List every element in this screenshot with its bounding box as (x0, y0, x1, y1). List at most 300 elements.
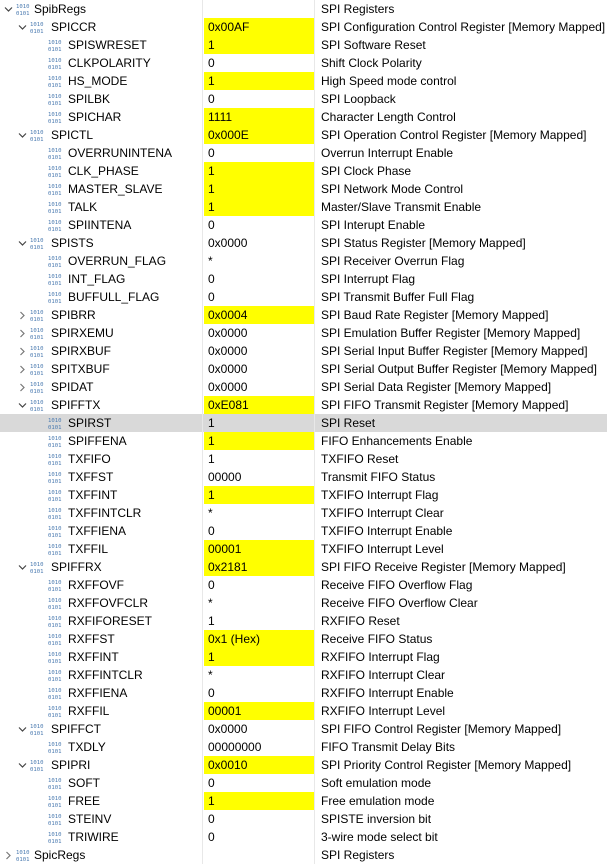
binary-register-icon (30, 344, 46, 358)
svg-text:0101: 0101 (48, 47, 62, 52)
svg-text:1010: 1010 (30, 562, 44, 568)
description-cell: Shift Clock Polarity (321, 56, 422, 70)
value-cell[interactable]: 1 (204, 648, 315, 666)
tree-row[interactable] (0, 414, 607, 432)
value-cell[interactable]: * (204, 594, 315, 612)
name-cell (0, 288, 203, 306)
svg-text:1010: 1010 (48, 598, 62, 604)
value-cell[interactable]: 0x0000 (204, 360, 315, 378)
value-cell[interactable]: 1 (204, 36, 315, 54)
binary-register-icon (48, 74, 64, 88)
binary-register-icon (48, 272, 64, 286)
svg-text:1010: 1010 (48, 274, 62, 280)
svg-text:1010: 1010 (48, 508, 62, 514)
svg-text:1010: 1010 (48, 418, 62, 424)
description-cell: SPI Status Register [Memory Mapped] (321, 236, 526, 250)
name-cell (0, 792, 203, 810)
description-cell: SPI Transmit Buffer Full Flag (321, 290, 475, 304)
chevron-down-icon[interactable] (18, 23, 27, 32)
value-cell[interactable]: 0x0000 (204, 378, 315, 396)
tree-row[interactable] (0, 594, 607, 612)
tree-row[interactable] (0, 702, 607, 720)
value-cell[interactable]: 0x0000 (204, 720, 315, 738)
description-cell: SPI FIFO Receive Register [Memory Mapped] (321, 560, 566, 574)
description-cell: SPI Operation Control Register [Memory Mapped] (321, 128, 587, 142)
description-cell: SPI Interupt Enable (321, 218, 426, 232)
svg-text:1010: 1010 (48, 94, 62, 100)
register-name: SPITXBUF (51, 362, 110, 376)
svg-text:1010: 1010 (48, 184, 62, 190)
binary-register-icon (30, 560, 46, 574)
value-cell[interactable]: 0 (204, 522, 315, 540)
description-cell: RXFIFO Interrupt Flag (321, 650, 440, 664)
svg-text:0101: 0101 (48, 533, 62, 538)
binary-register-icon (48, 650, 64, 664)
name-cell (0, 270, 203, 288)
register-name: CLK_PHASE (68, 164, 139, 178)
svg-text:1010: 1010 (48, 742, 62, 748)
tree-row[interactable] (0, 558, 607, 576)
name-cell (0, 756, 203, 774)
value-cell[interactable] (204, 0, 315, 18)
name-cell (0, 486, 203, 504)
value-cell[interactable]: 1 (204, 432, 315, 450)
tree-row[interactable] (0, 540, 607, 558)
binary-register-icon (30, 398, 46, 412)
svg-text:1010: 1010 (48, 796, 62, 802)
binary-register-icon (48, 632, 64, 646)
tree-row[interactable] (0, 378, 607, 396)
tree-row[interactable] (0, 324, 607, 342)
svg-text:0101: 0101 (48, 281, 62, 286)
register-name: RXFFOVFCLR (68, 596, 149, 610)
register-name: SPIFFRX (51, 560, 102, 574)
register-name: TXFFIL (68, 542, 109, 556)
svg-text:1010: 1010 (48, 454, 62, 460)
value-cell[interactable]: 1 (204, 792, 315, 810)
svg-text:0101: 0101 (30, 407, 44, 412)
register-name: FREE (68, 794, 101, 808)
binary-register-icon (48, 452, 64, 466)
value-cell[interactable]: 00001 (204, 702, 315, 720)
binary-register-icon (30, 326, 46, 340)
tree-row[interactable] (0, 756, 607, 774)
svg-text:1010: 1010 (30, 238, 44, 244)
value-cell[interactable]: 0x0004 (204, 306, 315, 324)
binary-register-icon (48, 578, 64, 592)
register-name: SPIPRI (51, 758, 91, 772)
svg-text:0101: 0101 (48, 497, 62, 502)
register-name: TXFFINT (68, 488, 118, 502)
value-cell[interactable]: 1 (204, 486, 315, 504)
binary-register-icon (16, 848, 32, 862)
svg-text:0101: 0101 (48, 191, 62, 196)
tree-row[interactable] (0, 486, 607, 504)
svg-text:1010: 1010 (48, 832, 62, 838)
register-name: MASTER_SLAVE (68, 182, 163, 196)
description-cell: TXFIFO Reset (321, 452, 399, 466)
chevron-down-icon[interactable] (4, 5, 13, 14)
value-cell[interactable]: 1 (204, 198, 315, 216)
register-name: SPISWRESET (68, 38, 147, 52)
svg-text:0101: 0101 (30, 353, 44, 358)
tree-row[interactable] (0, 720, 607, 738)
register-name: RXFFINT (68, 650, 119, 664)
register-name: SpibRegs (34, 2, 87, 16)
svg-text:1010: 1010 (48, 256, 62, 262)
value-cell[interactable]: 1 (204, 162, 315, 180)
register-name: HS_MODE (68, 74, 128, 88)
register-name: SOFT (68, 776, 100, 790)
svg-text:1010: 1010 (48, 616, 62, 622)
chevron-right-icon[interactable] (4, 851, 13, 860)
register-name: SPIFFCT (51, 722, 101, 736)
svg-text:0101: 0101 (48, 299, 62, 304)
binary-register-icon (30, 380, 46, 394)
svg-text:0101: 0101 (48, 173, 62, 178)
svg-text:1010: 1010 (48, 148, 62, 154)
description-cell: RXFIFO Reset (321, 614, 400, 628)
binary-register-icon (48, 686, 64, 700)
tree-row[interactable] (0, 684, 607, 702)
value-cell[interactable]: 0x2181 (204, 558, 315, 576)
value-cell[interactable]: 0 (204, 216, 315, 234)
value-cell[interactable]: 0x0000 (204, 324, 315, 342)
name-cell (0, 108, 203, 126)
register-name: TRIWIRE (68, 830, 119, 844)
name-cell (0, 648, 203, 666)
chevron-right-icon[interactable] (18, 329, 27, 338)
tree-row[interactable] (0, 630, 607, 648)
tree-row[interactable] (0, 126, 607, 144)
svg-text:0101: 0101 (16, 857, 30, 862)
chevron-right-icon[interactable] (18, 347, 27, 356)
svg-text:0101: 0101 (30, 335, 44, 340)
tree-row[interactable] (0, 216, 607, 234)
binary-register-icon (48, 704, 64, 718)
value-cell[interactable]: 1 (204, 450, 315, 468)
register-name: SPISTS (51, 236, 94, 250)
chevron-down-icon[interactable] (18, 761, 27, 770)
tree-row[interactable] (0, 180, 607, 198)
description-cell: SPI Network Mode Control (321, 182, 464, 196)
value-cell[interactable] (204, 846, 315, 864)
name-cell (0, 666, 203, 684)
name-cell (0, 378, 203, 396)
svg-text:1010: 1010 (48, 490, 62, 496)
binary-register-icon (48, 110, 64, 124)
svg-text:0101: 0101 (30, 29, 44, 34)
svg-text:0101: 0101 (30, 371, 44, 376)
name-cell (0, 468, 203, 486)
tree-row[interactable] (0, 360, 607, 378)
register-name: SPIRXBUF (51, 344, 112, 358)
tree-row[interactable] (0, 774, 607, 792)
svg-text:1010: 1010 (16, 4, 30, 10)
svg-text:0101: 0101 (30, 569, 44, 574)
svg-text:1010: 1010 (48, 202, 62, 208)
value-cell[interactable]: 0 (204, 270, 315, 288)
description-cell: SPI Serial Data Register [Memory Mapped] (321, 380, 552, 394)
description-cell: SPI Registers (321, 848, 395, 862)
tree-row[interactable] (0, 432, 607, 450)
svg-text:1010: 1010 (30, 364, 44, 370)
description-cell: SPI Reset (321, 416, 376, 430)
svg-text:1010: 1010 (30, 382, 44, 388)
value-cell[interactable]: 0x0000 (204, 342, 315, 360)
register-name: OVERRUNINTENA (68, 146, 173, 160)
register-name: CLKPOLARITY (68, 56, 151, 70)
value-cell[interactable]: 0 (204, 144, 315, 162)
tree-row[interactable] (0, 306, 607, 324)
tree-row[interactable] (0, 54, 607, 72)
tree-row[interactable] (0, 810, 607, 828)
chevron-right-icon[interactable] (18, 311, 27, 320)
description-cell: RXFIFO Interrupt Level (321, 704, 446, 718)
binary-register-icon (30, 722, 46, 736)
binary-register-icon (48, 830, 64, 844)
tree-row[interactable] (0, 252, 607, 270)
value-cell[interactable]: 0 (204, 288, 315, 306)
binary-register-icon (48, 794, 64, 808)
register-name: SPIRXEMU (51, 326, 114, 340)
name-cell (0, 126, 203, 144)
tree-row[interactable] (0, 270, 607, 288)
tree-row[interactable] (0, 846, 607, 864)
register-name: SPIFFTX (51, 398, 101, 412)
chevron-down-icon[interactable] (18, 131, 27, 140)
register-name: TXFFST (68, 470, 114, 484)
name-cell (0, 810, 203, 828)
svg-text:0101: 0101 (48, 479, 62, 484)
tree-row[interactable] (0, 162, 607, 180)
register-name: STEINV (68, 812, 112, 826)
name-cell (0, 216, 203, 234)
binary-register-icon (48, 200, 64, 214)
value-cell[interactable]: 00000000 (204, 738, 315, 756)
svg-text:0101: 0101 (48, 461, 62, 466)
tree-row[interactable] (0, 0, 607, 18)
binary-register-icon (48, 218, 64, 232)
binary-register-icon (16, 2, 32, 16)
register-name: SpicRegs (34, 848, 86, 862)
tree-row[interactable] (0, 36, 607, 54)
description-cell: FIFO Transmit Delay Bits (321, 740, 456, 754)
register-name: SPIFFENA (68, 434, 127, 448)
value-cell[interactable]: * (204, 666, 315, 684)
tree-row[interactable] (0, 72, 607, 90)
chevron-down-icon[interactable] (18, 239, 27, 248)
svg-text:0101: 0101 (30, 731, 44, 736)
register-name: SPIRST (68, 416, 112, 430)
binary-register-icon (48, 506, 64, 520)
name-cell (0, 54, 203, 72)
value-cell[interactable]: 0x000E (204, 126, 315, 144)
description-cell: RXFIFO Interrupt Clear (321, 668, 446, 682)
register-name: TALK (68, 200, 98, 214)
svg-text:1010: 1010 (48, 706, 62, 712)
value-cell[interactable]: 1 (204, 414, 315, 432)
svg-text:1010: 1010 (30, 22, 44, 28)
value-cell[interactable]: 0 (204, 684, 315, 702)
tree-row[interactable] (0, 144, 607, 162)
svg-text:0101: 0101 (48, 425, 62, 430)
description-cell: SPI FIFO Control Register [Memory Mapped] (321, 722, 562, 736)
tree-row[interactable] (0, 90, 607, 108)
binary-register-icon (48, 776, 64, 790)
tree-row[interactable] (0, 504, 607, 522)
binary-register-icon (30, 20, 46, 34)
svg-text:0101: 0101 (16, 11, 30, 16)
binary-register-icon (30, 236, 46, 250)
binary-register-icon (48, 542, 64, 556)
value-cell[interactable]: 1 (204, 72, 315, 90)
value-cell[interactable]: 0 (204, 774, 315, 792)
value-cell[interactable]: * (204, 504, 315, 522)
name-cell (0, 522, 203, 540)
svg-text:0101: 0101 (48, 119, 62, 124)
description-cell: SPI Priority Control Register [Memory Mapped] (321, 758, 572, 772)
svg-text:1010: 1010 (48, 778, 62, 784)
chevron-right-icon[interactable] (18, 365, 27, 374)
svg-text:0101: 0101 (48, 515, 62, 520)
svg-text:0101: 0101 (48, 839, 62, 844)
binary-register-icon (48, 740, 64, 754)
tree-row[interactable] (0, 234, 607, 252)
tree-row[interactable] (0, 342, 607, 360)
chevron-down-icon[interactable] (18, 563, 27, 572)
binary-register-icon (30, 308, 46, 322)
tree-row[interactable] (0, 648, 607, 666)
svg-text:1010: 1010 (48, 634, 62, 640)
name-cell (0, 432, 203, 450)
svg-text:1010: 1010 (48, 76, 62, 82)
tree-row[interactable] (0, 828, 607, 846)
name-cell (0, 846, 203, 864)
tree-row[interactable] (0, 666, 607, 684)
svg-text:1010: 1010 (48, 688, 62, 694)
name-cell (0, 234, 203, 252)
register-name: BUFFULL_FLAG (68, 290, 160, 304)
svg-text:0101: 0101 (48, 209, 62, 214)
value-cell[interactable]: 0 (204, 90, 315, 108)
tree-row[interactable] (0, 18, 607, 36)
svg-text:1010: 1010 (48, 472, 62, 478)
binary-register-icon (48, 470, 64, 484)
description-cell: TXFIFO Interrupt Enable (321, 524, 453, 538)
tree-row[interactable] (0, 198, 607, 216)
value-cell[interactable]: 0 (204, 828, 315, 846)
name-cell (0, 324, 203, 342)
svg-text:1010: 1010 (48, 166, 62, 172)
name-cell (0, 828, 203, 846)
register-name: SPIBRR (51, 308, 96, 322)
tree-row[interactable] (0, 450, 607, 468)
name-cell (0, 576, 203, 594)
register-name: TXFIFO (68, 452, 111, 466)
tree-row[interactable] (0, 288, 607, 306)
chevron-right-icon[interactable] (18, 383, 27, 392)
description-cell: Overrun Interrupt Enable (321, 146, 454, 160)
value-cell[interactable]: 1 (204, 612, 315, 630)
binary-register-icon (48, 38, 64, 52)
tree-row[interactable] (0, 738, 607, 756)
chevron-down-icon[interactable] (18, 725, 27, 734)
tree-row[interactable] (0, 792, 607, 810)
name-cell (0, 252, 203, 270)
description-cell: SPI Serial Input Buffer Register [Memory Mapped] (321, 344, 588, 358)
tree-row[interactable] (0, 468, 607, 486)
name-cell (0, 684, 203, 702)
svg-text:1010: 1010 (48, 40, 62, 46)
svg-text:0101: 0101 (48, 803, 62, 808)
value-cell[interactable]: 1 (204, 180, 315, 198)
svg-text:1010: 1010 (48, 652, 62, 658)
value-cell[interactable]: 1111 (204, 108, 315, 126)
description-cell: SPI Loopback (321, 92, 396, 106)
binary-register-icon (48, 596, 64, 610)
value-cell[interactable]: 0x0000 (204, 234, 315, 252)
register-name: TXFFIENA (68, 524, 127, 538)
name-cell (0, 450, 203, 468)
name-cell (0, 72, 203, 90)
description-cell: Receive FIFO Overflow Clear (321, 596, 478, 610)
svg-text:0101: 0101 (48, 659, 62, 664)
name-cell (0, 594, 203, 612)
binary-register-icon (48, 56, 64, 70)
svg-text:1010: 1010 (48, 580, 62, 586)
svg-text:0101: 0101 (48, 155, 62, 160)
name-cell (0, 36, 203, 54)
name-cell (0, 738, 203, 756)
binary-register-icon (48, 488, 64, 502)
register-name: INT_FLAG (68, 272, 126, 286)
value-cell[interactable]: 0xE081 (204, 396, 315, 414)
svg-text:0101: 0101 (48, 749, 62, 754)
svg-text:1010: 1010 (30, 400, 44, 406)
value-cell[interactable]: 0 (204, 810, 315, 828)
register-name: RXFFIENA (68, 686, 128, 700)
tree-row[interactable] (0, 576, 607, 594)
svg-text:0101: 0101 (48, 101, 62, 106)
binary-register-icon (48, 146, 64, 160)
value-cell[interactable]: 00001 (204, 540, 315, 558)
value-cell[interactable]: 0x0010 (204, 756, 315, 774)
svg-text:0101: 0101 (48, 65, 62, 70)
name-cell (0, 702, 203, 720)
description-cell: SPISTE inversion bit (321, 812, 432, 826)
svg-text:1010: 1010 (30, 760, 44, 766)
svg-text:0101: 0101 (48, 713, 62, 718)
tree-row[interactable] (0, 612, 607, 630)
value-cell[interactable]: 00000 (204, 468, 315, 486)
tree-row[interactable] (0, 396, 607, 414)
value-cell[interactable]: 0x00AF (204, 18, 315, 36)
chevron-down-icon[interactable] (18, 401, 27, 410)
tree-row[interactable] (0, 522, 607, 540)
name-cell (0, 180, 203, 198)
value-cell[interactable]: 0x1 (Hex) (204, 630, 315, 648)
value-cell[interactable]: 0 (204, 576, 315, 594)
binary-register-icon (48, 668, 64, 682)
name-cell (0, 360, 203, 378)
tree-row[interactable] (0, 108, 607, 126)
register-name: RXFFINTCLR (68, 668, 143, 682)
value-cell[interactable]: 0 (204, 54, 315, 72)
value-cell[interactable]: * (204, 252, 315, 270)
svg-text:1010: 1010 (30, 346, 44, 352)
svg-text:1010: 1010 (30, 724, 44, 730)
